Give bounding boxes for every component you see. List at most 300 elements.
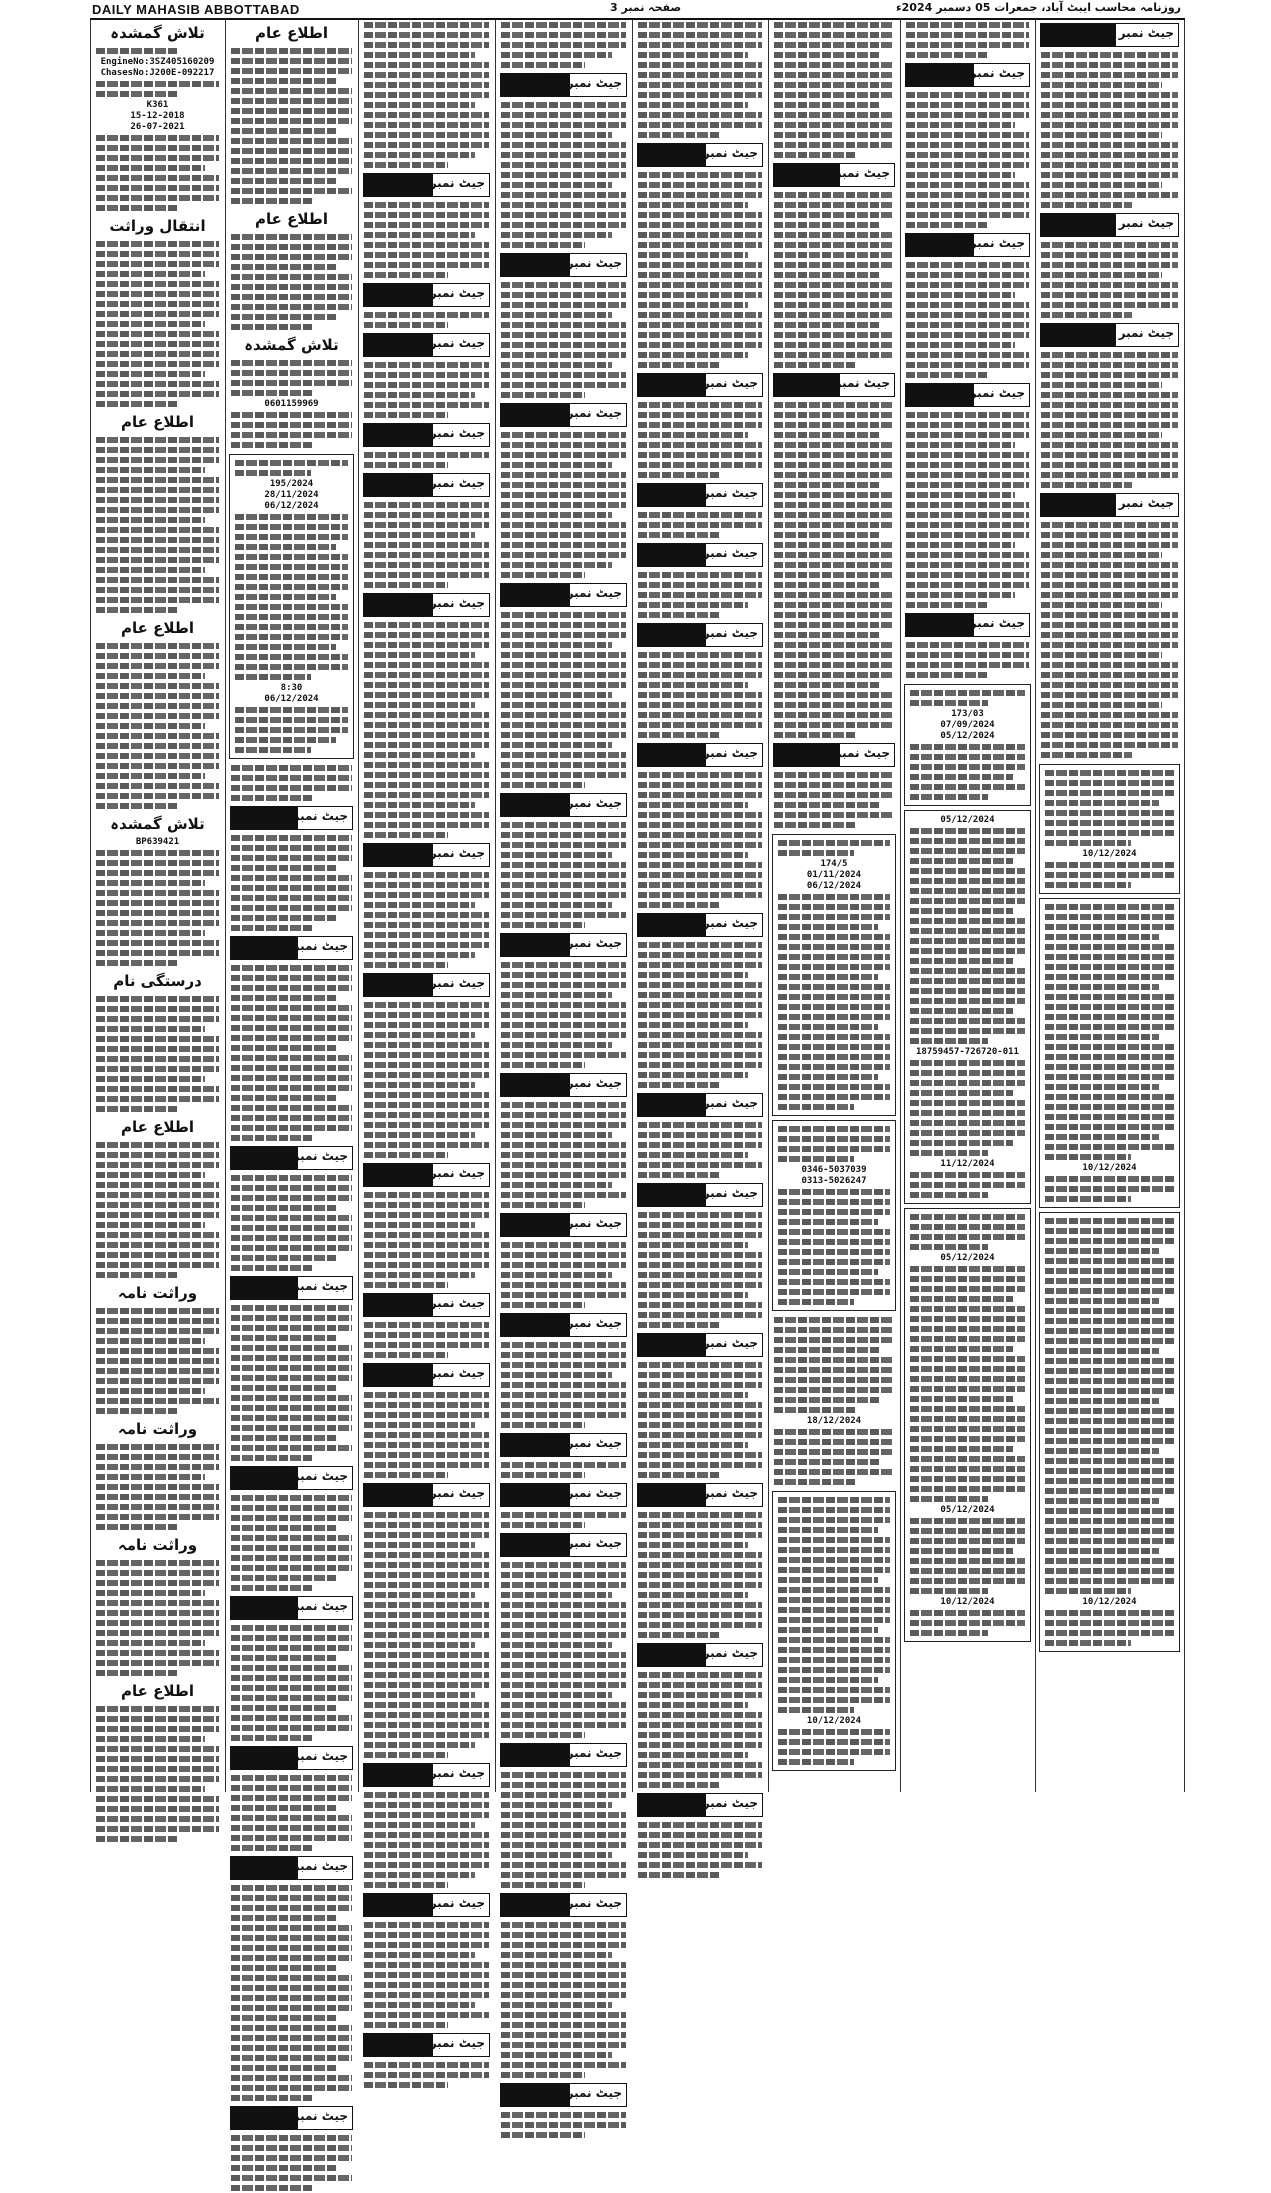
text-line: [774, 312, 894, 318]
notice-body-text: [359, 1190, 494, 1290]
notice-body-text: [769, 1427, 899, 1487]
notice-body-text: [226, 1303, 357, 1463]
text-line: [501, 1272, 612, 1278]
text-line: [96, 1272, 178, 1278]
notice-number-label: جیٹ نمبر 18: [681, 916, 758, 930]
text-line: [1045, 1448, 1159, 1454]
text-line: [231, 2165, 338, 2171]
court-notice-box: [772, 1120, 896, 1311]
notice-reference: 05/12/2024: [940, 731, 995, 741]
masthead-title-english: DAILY MAHASIB ABBOTTABAD: [92, 2, 300, 17]
text-line: [231, 775, 352, 781]
notice-heading: وراثت نامہ: [117, 1536, 198, 1554]
text-line: [364, 522, 489, 528]
text-line: [501, 1702, 626, 1708]
text-line: [231, 2065, 338, 2071]
notice-body-text: [496, 1460, 631, 1480]
text-line: [364, 72, 489, 78]
text-line: [96, 391, 219, 397]
text-line: [96, 940, 219, 946]
text-line: [638, 612, 721, 618]
notice-number-header: [363, 283, 490, 307]
text-line: [638, 352, 748, 358]
text-line: [1041, 162, 1178, 168]
notice-body-text: [359, 1510, 494, 1760]
text-line: [364, 702, 475, 708]
text-line: [96, 753, 219, 759]
text-line: [96, 251, 219, 257]
notice-number-label: جیٹ نمبر 37: [545, 1746, 622, 1760]
text-line: [231, 1735, 312, 1741]
notice-heading: تلاش گمشدہ: [244, 336, 339, 354]
text-line: [231, 1305, 352, 1311]
text-line: [774, 502, 894, 508]
notice-number-label: جیٹ نمبر 40: [408, 176, 485, 190]
text-line: [501, 1832, 626, 1838]
notice-number-label: جیٹ نمبر 21: [681, 1336, 758, 1350]
text-line: [774, 642, 894, 648]
text-line: [638, 232, 762, 238]
text-line: [364, 1052, 489, 1058]
text-line: [501, 1732, 585, 1738]
text-line: [364, 1872, 475, 1878]
text-line: [638, 822, 762, 828]
text-line: [774, 452, 894, 458]
text-line: [501, 382, 626, 388]
notice-number-label: جیٹ نمبر 27: [545, 406, 622, 420]
text-line: [364, 452, 489, 458]
text-line: [501, 702, 626, 708]
text-line: [501, 1612, 626, 1618]
text-line: [774, 1429, 894, 1435]
notice-reference: 06/12/2024: [806, 881, 862, 891]
notice-number-label: جیٹ نمبر 60: [271, 1599, 348, 1613]
text-line: [231, 845, 352, 851]
text-line: [1041, 642, 1178, 648]
notice-body-text: [633, 1820, 767, 1880]
text-line: [906, 32, 1029, 38]
text-line: [910, 1306, 1025, 1312]
text-line: [638, 1132, 762, 1138]
text-line: [364, 1862, 489, 1868]
text-line: [231, 875, 352, 881]
text-line: [501, 1712, 626, 1718]
text-line: [231, 158, 352, 164]
text-line: [501, 1922, 626, 1928]
text-line: [96, 185, 219, 191]
text-line: [231, 1675, 352, 1681]
notice-number-label: جیٹ نمبر 6: [957, 236, 1025, 250]
text-line: [910, 690, 1025, 696]
text-line: [774, 42, 894, 48]
notice-number-header: [230, 1466, 353, 1490]
text-line: [638, 102, 748, 108]
text-line: [231, 148, 352, 154]
text-line: [364, 572, 489, 578]
notice-body-text: [91, 1704, 224, 1844]
text-line: [231, 1635, 352, 1641]
text-line: [501, 862, 626, 868]
text-line: [364, 1352, 448, 1358]
text-line: [364, 242, 489, 248]
notice-number-header: [637, 543, 763, 567]
text-line: [364, 22, 489, 28]
notice-body-text: [773, 1495, 895, 1715]
text-line: [778, 1229, 890, 1235]
text-line: [1041, 172, 1178, 178]
text-line: [774, 1449, 894, 1455]
text-line: [231, 965, 352, 971]
text-line: [906, 292, 1015, 298]
text-line: [231, 1555, 352, 1561]
text-line: [778, 1617, 890, 1623]
text-line: [638, 1822, 762, 1828]
text-line: [364, 812, 489, 818]
text-line: [1045, 882, 1131, 888]
text-line: [638, 22, 762, 28]
text-line: [364, 1342, 489, 1348]
text-line: [364, 582, 448, 588]
text-line: [638, 792, 762, 798]
text-line: [501, 1152, 626, 1158]
notice-number-header: [637, 1093, 763, 1117]
text-line: [638, 992, 762, 998]
notice-number-header: [637, 373, 763, 397]
text-line: [638, 302, 748, 308]
text-line: [774, 252, 894, 258]
text-line: [364, 1332, 489, 1338]
text-line: [778, 1259, 890, 1265]
text-line: [1045, 934, 1159, 940]
text-line: [906, 372, 988, 378]
text-line: [501, 1062, 585, 1068]
text-line: [910, 978, 1025, 984]
notice-number-label: جیٹ نمبر 30: [545, 936, 622, 950]
text-line: [910, 1466, 1025, 1472]
text-line: [235, 554, 348, 560]
text-line: [231, 1835, 352, 1841]
text-line: [778, 1627, 878, 1633]
text-line: [231, 1985, 352, 1991]
text-line: [231, 78, 338, 84]
text-line: [364, 202, 489, 208]
text-line: [1045, 1568, 1174, 1574]
notice-body-text: [226, 833, 357, 933]
text-line: [778, 1189, 890, 1195]
text-line: [364, 2022, 448, 2028]
text-line: [910, 968, 1025, 974]
notice-reference: 18/12/2024: [806, 1416, 862, 1426]
text-line: [231, 360, 352, 366]
text-line: [364, 322, 448, 328]
text-line: [96, 1590, 205, 1596]
text-line: [638, 832, 762, 838]
text-line: [906, 272, 1029, 278]
text-line: [96, 663, 219, 669]
text-line: [231, 1805, 338, 1811]
text-line: [364, 1542, 475, 1548]
text-line: [910, 858, 1013, 864]
text-line: [364, 152, 475, 158]
text-line: [1041, 372, 1178, 378]
text-line: [501, 662, 626, 668]
text-line: [364, 382, 489, 388]
text-line: [778, 1657, 890, 1663]
notice-reference: 18759457-726720-011: [916, 1047, 1019, 1057]
text-line: [778, 1136, 890, 1142]
text-line: [364, 872, 489, 878]
text-line: [910, 1630, 988, 1636]
text-line: [638, 402, 762, 408]
notice-body-text: [91, 994, 224, 1114]
text-line: [1041, 102, 1178, 108]
text-line: [638, 772, 762, 778]
text-line: [501, 872, 626, 878]
text-line: [638, 1732, 762, 1738]
text-line: [96, 850, 219, 856]
notice-number-header: [773, 743, 895, 767]
text-line: [1041, 262, 1178, 268]
text-line: [96, 1338, 205, 1344]
text-line: [364, 1282, 448, 1288]
text-line: [231, 304, 352, 310]
text-line: [364, 1822, 475, 1828]
text-line: [1045, 1218, 1174, 1224]
text-line: [638, 722, 762, 728]
text-line: [231, 1195, 352, 1201]
text-line: [638, 452, 762, 458]
text-line: [501, 1852, 612, 1858]
notice-body-text: [359, 360, 494, 420]
text-line: [906, 522, 1029, 528]
text-line: [910, 1244, 988, 1250]
text-line: [501, 1822, 626, 1828]
notice-number-header: [637, 1483, 763, 1507]
text-line: [910, 828, 1025, 834]
text-line: [364, 272, 448, 278]
text-line: [1041, 122, 1178, 128]
text-line: [906, 482, 1029, 488]
court-notice-box: [1039, 764, 1180, 894]
text-line: [774, 192, 894, 198]
text-line: [774, 232, 894, 238]
text-line: [774, 1317, 894, 1323]
text-line: [906, 642, 1029, 648]
text-line: [96, 930, 205, 936]
text-line: [501, 1872, 626, 1878]
notice-body-text: [633, 20, 767, 140]
text-line: [910, 1234, 1025, 1240]
notice-number-header: [500, 403, 627, 427]
text-line: [910, 1518, 1025, 1524]
text-line: [774, 672, 894, 678]
text-line: [96, 1560, 219, 1566]
text-line: [231, 68, 352, 74]
court-notice-box: [1039, 898, 1180, 1208]
text-line: [96, 301, 219, 307]
text-line: [501, 1562, 626, 1568]
text-line: [774, 82, 894, 88]
notice-reference: EngineNo:3SZ405160209: [100, 57, 215, 67]
text-line: [231, 1045, 338, 1051]
text-line: [96, 457, 219, 463]
notice-body-text: [226, 46, 357, 206]
text-line: [1045, 1348, 1159, 1354]
text-line: [364, 1592, 475, 1598]
text-line: [906, 512, 1029, 518]
text-line: [501, 1572, 626, 1578]
text-line: [1041, 442, 1178, 448]
text-line: [910, 1356, 1025, 1362]
notice-body-text: [359, 870, 494, 970]
text-line: [231, 865, 338, 871]
text-line: [96, 401, 178, 407]
text-line: [638, 1012, 762, 1018]
text-line: [96, 673, 205, 679]
text-line: [96, 803, 178, 809]
text-line: [501, 1042, 612, 1048]
notice-body-text: [359, 500, 494, 590]
text-line: [778, 974, 878, 980]
notice-heading: تلاش گمشدہ: [110, 815, 205, 833]
text-line: [501, 1862, 626, 1868]
text-line: [96, 1172, 205, 1178]
text-line: [96, 1630, 219, 1636]
notice-reference: 01/11/2024: [806, 870, 862, 880]
notice-body-text: [905, 1608, 1030, 1638]
text-line: [96, 1454, 219, 1460]
text-line: [501, 1032, 626, 1038]
text-line: [1045, 914, 1174, 920]
text-line: [774, 1367, 894, 1373]
text-line: [910, 1610, 1025, 1616]
text-line: [364, 1562, 489, 1568]
text-line: [364, 802, 475, 808]
text-line: [231, 1385, 338, 1391]
text-line: [96, 1570, 219, 1576]
text-line: [501, 1932, 626, 1938]
text-line: [1045, 1518, 1174, 1524]
text-line: [1045, 1358, 1174, 1364]
text-line: [96, 447, 219, 453]
text-line: [231, 905, 352, 911]
notice-number-header: [230, 1596, 353, 1620]
notice-number-header: [637, 913, 763, 937]
text-line: [1045, 872, 1174, 878]
text-line: [501, 1142, 626, 1148]
text-line: [235, 747, 311, 753]
text-line: [96, 643, 219, 649]
text-line: [96, 175, 219, 181]
text-line: [906, 322, 1029, 328]
text-line: [778, 1637, 890, 1643]
text-line: [1045, 1044, 1174, 1050]
notice-body-text: [769, 20, 899, 160]
text-line: [638, 1172, 721, 1178]
text-line: [1041, 82, 1162, 88]
text-line: [501, 1192, 626, 1198]
text-line: [910, 784, 1025, 790]
notice-number-header: [637, 623, 763, 647]
text-line: [501, 1202, 585, 1208]
notice-number-header: [500, 1213, 627, 1237]
text-line: [364, 2002, 475, 2008]
text-line: [638, 1422, 762, 1428]
text-line: [231, 1895, 352, 1901]
text-line: [910, 918, 1025, 924]
text-line: [778, 1126, 890, 1132]
text-line: [96, 1600, 219, 1606]
text-line: [231, 1185, 352, 1191]
text-line: [501, 642, 612, 648]
text-line: [231, 1505, 352, 1511]
notice-number-block: [1041, 324, 1116, 346]
text-line: [96, 703, 219, 709]
text-line: [501, 762, 626, 768]
text-line: [364, 552, 489, 558]
text-line: [231, 1715, 352, 1721]
text-line: [638, 1082, 721, 1088]
notice-number-label: جیٹ نمبر 41: [408, 286, 485, 300]
text-line: [501, 192, 626, 198]
text-line: [96, 996, 219, 1002]
notice-number-label: جیٹ نمبر 2: [1106, 216, 1174, 230]
text-line: [778, 904, 890, 910]
text-line: [1041, 422, 1178, 428]
text-line: [96, 733, 219, 739]
notice-body-text: [1040, 1608, 1179, 1648]
text-line: [638, 182, 762, 188]
text-line: [774, 1459, 881, 1465]
text-line: [774, 202, 894, 208]
text-line: [501, 2052, 612, 2058]
text-line: [501, 852, 612, 858]
notice-number-label: جیٹ نمبر 24: [681, 1796, 758, 1810]
text-line: [231, 1235, 352, 1241]
text-line: [364, 1522, 489, 1528]
text-line: [774, 822, 855, 828]
notice-number-header: [500, 253, 627, 277]
text-line: [231, 1945, 352, 1951]
notice-body-text: [226, 963, 357, 1143]
text-line: [910, 1038, 988, 1044]
text-line: [231, 835, 352, 841]
text-line: [778, 1199, 890, 1205]
text-line: [906, 542, 1015, 548]
text-line: [231, 2085, 352, 2091]
text-line: [501, 2072, 585, 2078]
text-line: [364, 1392, 489, 1398]
text-line: [774, 702, 894, 708]
text-line: [778, 1739, 890, 1745]
notice-number-header: [637, 743, 763, 767]
text-line: [906, 342, 1015, 348]
text-line: [96, 281, 219, 287]
text-line: [501, 542, 626, 548]
text-line: [638, 462, 762, 468]
text-line: [910, 898, 1025, 904]
text-line: [906, 652, 1029, 658]
text-line: [638, 1222, 762, 1228]
text-line: [364, 742, 489, 748]
text-line: [231, 1175, 352, 1181]
text-line: [774, 692, 894, 698]
text-line: [774, 352, 894, 358]
text-line: [364, 1632, 489, 1638]
notice-body-text: [769, 1315, 899, 1415]
text-line: [1045, 1278, 1174, 1284]
text-line: [501, 1672, 626, 1678]
